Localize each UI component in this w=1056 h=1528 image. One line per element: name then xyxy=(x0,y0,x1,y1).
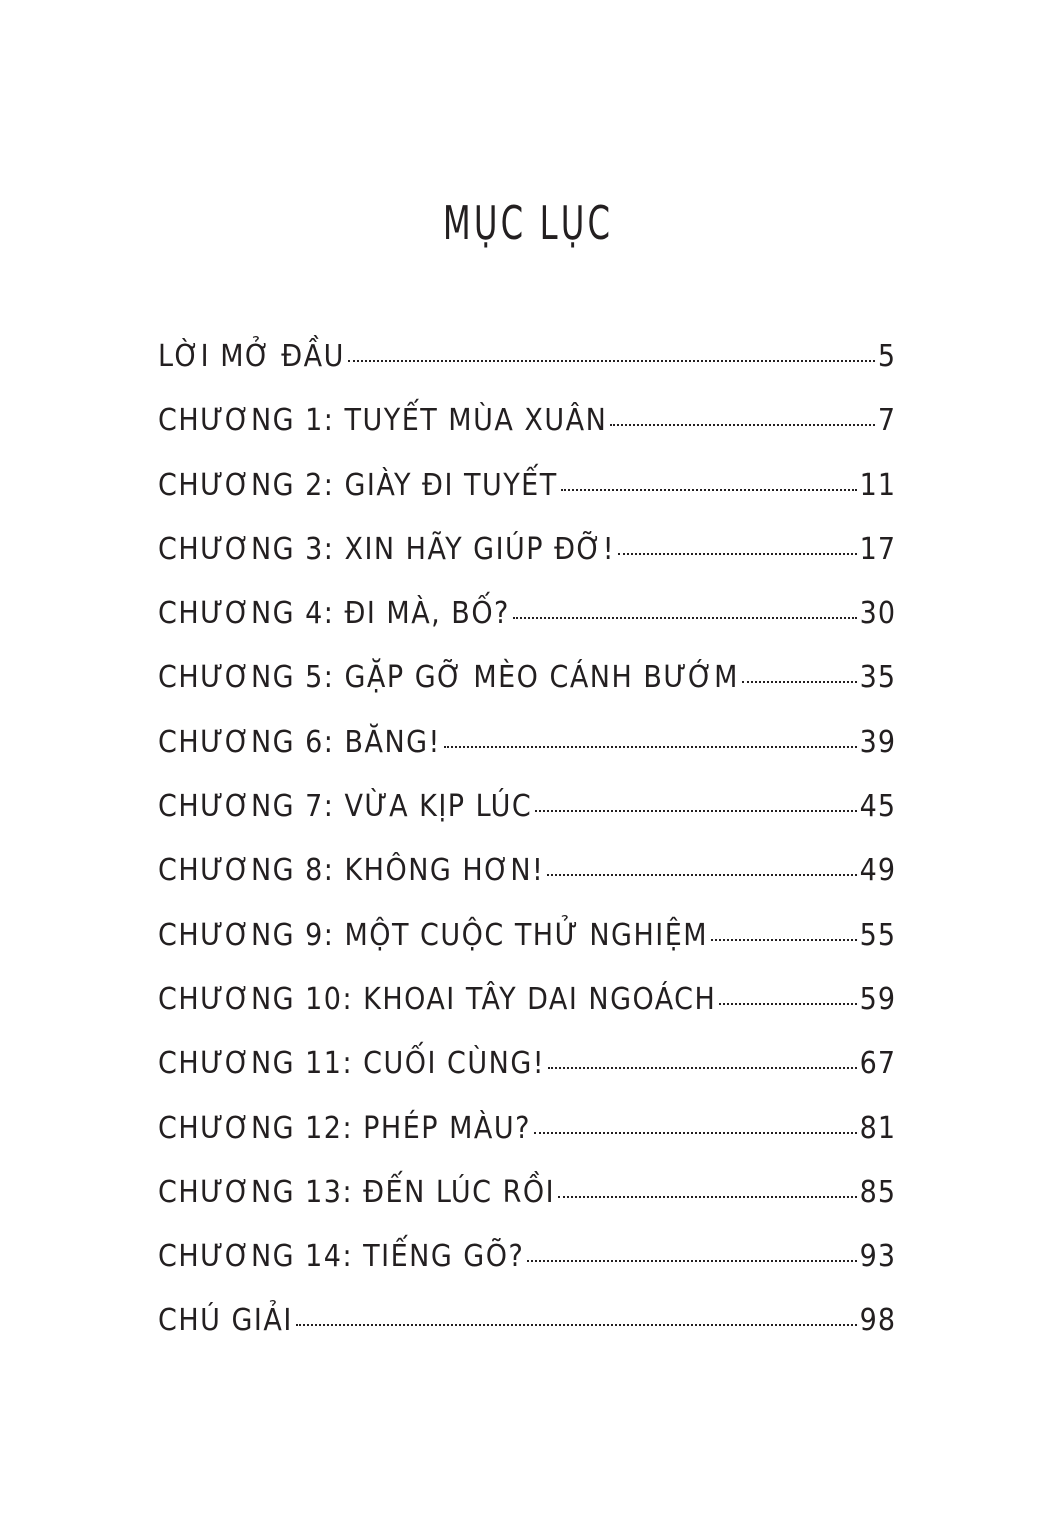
dot-leader xyxy=(719,1003,856,1005)
dot-leader xyxy=(534,1132,857,1134)
toc-entry-page-number: 7 xyxy=(877,403,896,439)
toc-entry-label: CHƯƠNG 10: KHOAI TÂY DAI NGOÁCH xyxy=(158,981,717,1017)
toc-entry xyxy=(158,1289,896,1353)
toc-entry-label: LỜI MỞ ĐẦU xyxy=(158,339,345,374)
toc-entry xyxy=(158,389,896,453)
toc-entry-label: CHƯƠNG 4: ĐI MÀ, BỐ? xyxy=(158,596,510,632)
toc-entry xyxy=(158,582,896,646)
toc-entry xyxy=(158,968,896,1032)
toc-entry-label: CHƯƠNG 7: VỪA KỊP LÚC xyxy=(158,789,533,825)
dot-leader xyxy=(296,1324,857,1326)
toc-entry xyxy=(158,325,896,389)
toc-entry xyxy=(158,1225,896,1289)
table-of-contents xyxy=(158,325,896,1354)
toc-entry-label: CHƯƠNG 9: MỘT CUỘC THỬ NGHIỆM xyxy=(158,917,709,953)
toc-entry-page-number: 35 xyxy=(859,660,896,696)
page-title: MỤC LỤC xyxy=(442,196,614,250)
dot-leader xyxy=(548,1067,857,1069)
dot-leader xyxy=(742,681,857,683)
toc-entry xyxy=(158,1032,896,1096)
toc-entry-page-number: 85 xyxy=(859,1174,896,1210)
dot-leader xyxy=(547,874,856,876)
toc-entry xyxy=(158,1161,896,1225)
toc-entry-page-number: 5 xyxy=(877,339,896,374)
dot-leader xyxy=(527,1260,856,1262)
toc-entry-page-number: 59 xyxy=(859,981,896,1017)
toc-entry-page-number: 81 xyxy=(859,1110,896,1146)
dot-leader xyxy=(444,746,857,748)
toc-entry-page-number: 11 xyxy=(859,467,896,503)
toc-entry-page-number: 39 xyxy=(859,724,896,760)
dot-leader xyxy=(561,489,857,491)
dot-leader xyxy=(618,553,857,555)
dot-leader xyxy=(513,617,857,619)
toc-entry xyxy=(158,454,896,518)
dot-leader xyxy=(711,939,857,941)
toc-entry-page-number: 93 xyxy=(859,1239,896,1275)
toc-entry-label: CHƯƠNG 5: GẶP GỠ MÈO CÁNH BƯỚM xyxy=(158,660,739,696)
toc-entry-page-number: 67 xyxy=(859,1046,896,1082)
dot-leader xyxy=(348,360,875,362)
toc-entry-page-number: 98 xyxy=(859,1303,896,1339)
toc-entry-label: CHƯƠNG 14: TIẾNG GÕ? xyxy=(158,1239,525,1275)
toc-entry xyxy=(158,775,896,839)
toc-entry xyxy=(158,839,896,903)
toc-entry-label: CHƯƠNG 1: TUYẾT MÙA XUÂN xyxy=(158,403,608,439)
toc-entry-page-number: 49 xyxy=(859,853,896,889)
dot-leader xyxy=(610,424,875,426)
toc-entry-label: CHƯƠNG 6: BĂNG! xyxy=(158,724,441,760)
toc-entry xyxy=(158,518,896,582)
toc-entry-label: CHƯƠNG 11: CUỐI CÙNG! xyxy=(158,1046,546,1082)
toc-entry-label: CHƯƠNG 3: XIN HÃY GIÚP ĐỠ! xyxy=(158,531,616,567)
toc-entry-page-number: 45 xyxy=(859,789,896,825)
toc-entry-label: CHƯƠNG 2: GIÀY ĐI TUYẾT xyxy=(158,467,558,503)
toc-entry-label: CHƯƠNG 12: PHÉP MÀU? xyxy=(158,1110,531,1146)
toc-entry-page-number: 30 xyxy=(859,596,896,632)
toc-entry-label: CHÚ GIẢI xyxy=(158,1303,293,1339)
dot-leader xyxy=(558,1196,857,1198)
toc-entry xyxy=(158,711,896,775)
dot-leader xyxy=(535,810,856,812)
toc-entry-label: CHƯƠNG 8: KHÔNG HƠN! xyxy=(158,853,545,889)
toc-entry-page-number: 17 xyxy=(859,531,896,567)
toc-entry xyxy=(158,646,896,710)
toc-entry-label: CHƯƠNG 13: ĐẾN LÚC RỒI xyxy=(158,1174,556,1210)
toc-entry xyxy=(158,904,896,968)
toc-entry xyxy=(158,1097,896,1161)
toc-entry-page-number: 55 xyxy=(859,917,896,953)
